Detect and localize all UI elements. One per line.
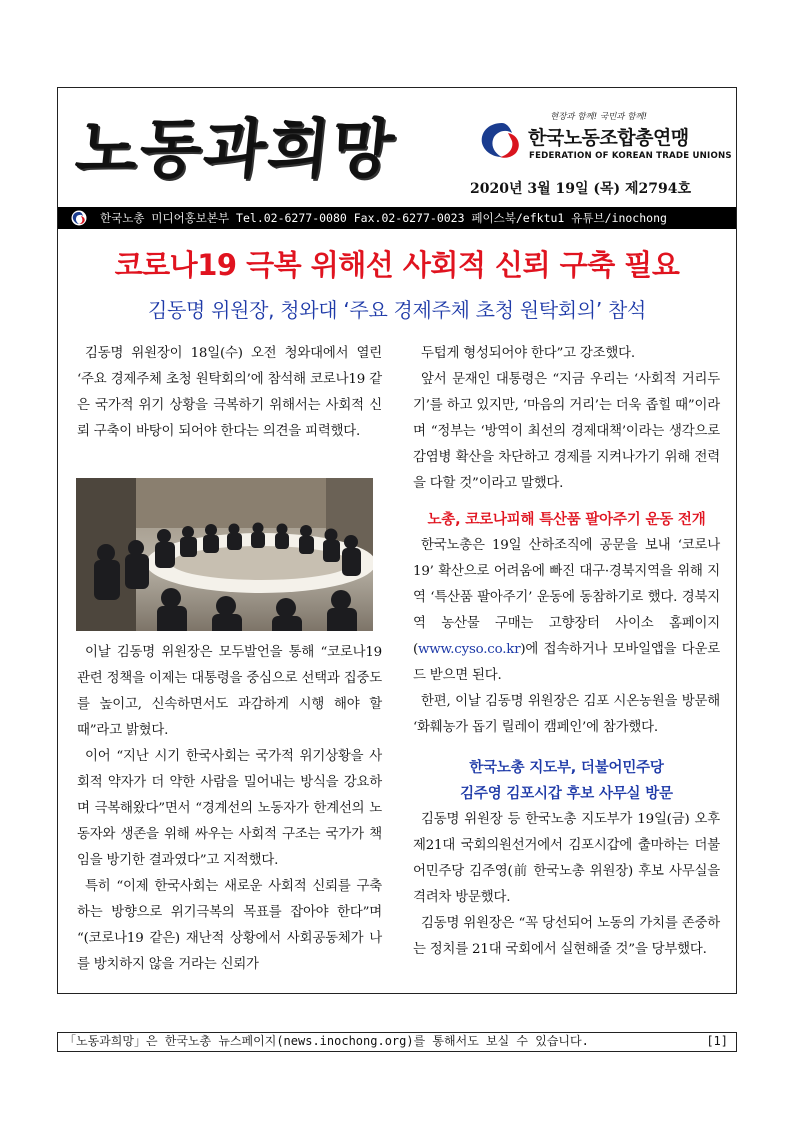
newsletter-title: 노동과희망 — [72, 112, 400, 187]
roundtable-photo-illustration — [76, 478, 373, 631]
page-number: [1] — [706, 1034, 728, 1048]
paragraph-text: )에 접속하거나 모바일앱을 다운로드 받으면 된다. — [413, 642, 720, 683]
section-title-visit-line1: 한국노총 지도부, 더불어민주당 — [469, 760, 664, 776]
article-paragraph: 김동명 위원장이 18일(수) 오전 청와대에서 열린 ‘주요 경제주체 초청 원탁회의’에 참석해 코로나19 같은 국가적 위기 상황을 극복하기 위해서는 사회적 신뢰 구축이 바탕이 되어야 한다는 의견을 피력했다. — [77, 346, 382, 439]
article-paragraph: 특히 “이제 한국사회는 새로운 사회적 신뢰를 구축하는 방향으로 위기극복의 목표를 잡아야 한다”며 “(코로나19 같은) 재난적 상황에서 사회공동체가 나를 방치하지 않을 거라는 신뢰가 — [77, 879, 382, 972]
article-paragraph: 한편, 이날 김동명 위원장은 김포 시온농원을 방문해 ‘화훼농가 돕기 릴레이 캠페인’에 참가했다. — [413, 694, 720, 735]
article-paragraph: 이날 김동명 위원장은 모두발언을 통해 “코로나19 관련 정책을 이제는 대통령을 중심으로 선택과 집중도를 높이고, 신속하면서도 과감하게 시행 해야 할 때”라고 밝혔다. — [77, 645, 382, 738]
cyso-link[interactable]: www.cyso.co.kr — [418, 642, 521, 657]
footer-text: 「노동과희망」은 한국노총 뉴스페이지(news.inochong.org)를 통해서도 보실 수 있습니다. — [64, 1034, 589, 1048]
contact-info: 한국노총 미디어홍보본부 Tel.02-6277-0080 Fax.02-6277-0023 페이스북/efktu1 유튜브/inochong — [100, 211, 667, 225]
left-column-top — [77, 341, 382, 445]
meeting-photo — [76, 478, 373, 631]
article-paragraph — [413, 533, 720, 689]
article-paragraph: 두텁게 형성되어야 한다”고 강조했다. — [421, 346, 635, 361]
section-title-specialty-goods: 노총, 코로나피해 특산품 팔아주기 운동 전개 — [427, 512, 706, 528]
article-paragraph: 앞서 문재인 대통령은 “지금 우리는 ‘사회적 거리두기’를 하고 있지만, ‘마음의 거리’는 더욱 좁힐 때”이라며 “정부는 ‘방역이 최선의 경제대책’이라는 생각으로 감염병 확산을 차단하고 경제를 지켜나가기 위해 전력을 다할 것”이라고 말했다. — [413, 372, 720, 491]
article-paragraph: 김동명 위원장 등 한국노총 지도부가 19일(금) 오후 제21대 국회의원선거에서 김포시갑에 출마하는 더불어민주당 김주영(前 한국노총 위원장) 후보 사무실을 격려차 방문했다. — [413, 812, 720, 905]
org-name: 한국노동조합총연맹 — [528, 127, 689, 149]
org-name-en: FEDERATION OF KOREAN TRADE UNIONS — [529, 151, 732, 161]
section-title-visit-line2: 김주영 김포시갑 후보 사무실 방문 — [460, 786, 673, 802]
article-paragraph: 이어 “지난 시기 한국사회는 국가적 위기상황을 사회적 약자가 더 약한 사람을 밀어내는 방식을 강요하며 극복해왔다”면서 “경계선의 노동자가 한계선의 노동자와 생존을 위해 싸우는 사회적 구조는 국가가 책임을 방기한 결과였다”고 지적했다. — [77, 749, 382, 868]
left-column-bottom — [77, 640, 382, 978]
issue-date: 2020년 3월 19일 (목) 제2794호 — [470, 181, 692, 197]
fktu-logo-icon — [478, 119, 526, 161]
contact-bar — [58, 207, 736, 229]
footer-bar — [57, 1032, 737, 1052]
fktu-small-logo-icon — [70, 210, 88, 226]
subheadline: 김동명 위원장, 청와대 ‘주요 경제주체 초청 원탁회의’ 참석 — [147, 298, 647, 322]
article-paragraph: 김동명 위원장은 “꼭 당선되어 노동의 가치를 존중하는 정치를 21대 국회에서 실현해줄 것”을 당부했다. — [413, 916, 720, 957]
right-column — [413, 341, 720, 963]
paragraph-text: 한국노총은 19일 산하조직에 공문을 보내 ‘코로나19’ 확산으로 어려움에 빠진 대구·경북지역을 위해 지역 ‘특산품 팔아주기’ 운동에 동참하기로 했다. 경북지역 농산물 구매는 고향장터 사이소 홈페이지( — [413, 538, 720, 657]
headline: 코로나19 극복 위해선 사회적 신뢰 구축 필요 — [114, 248, 680, 282]
slogan: 현장과 함께! 국민과 함께! — [550, 112, 648, 122]
